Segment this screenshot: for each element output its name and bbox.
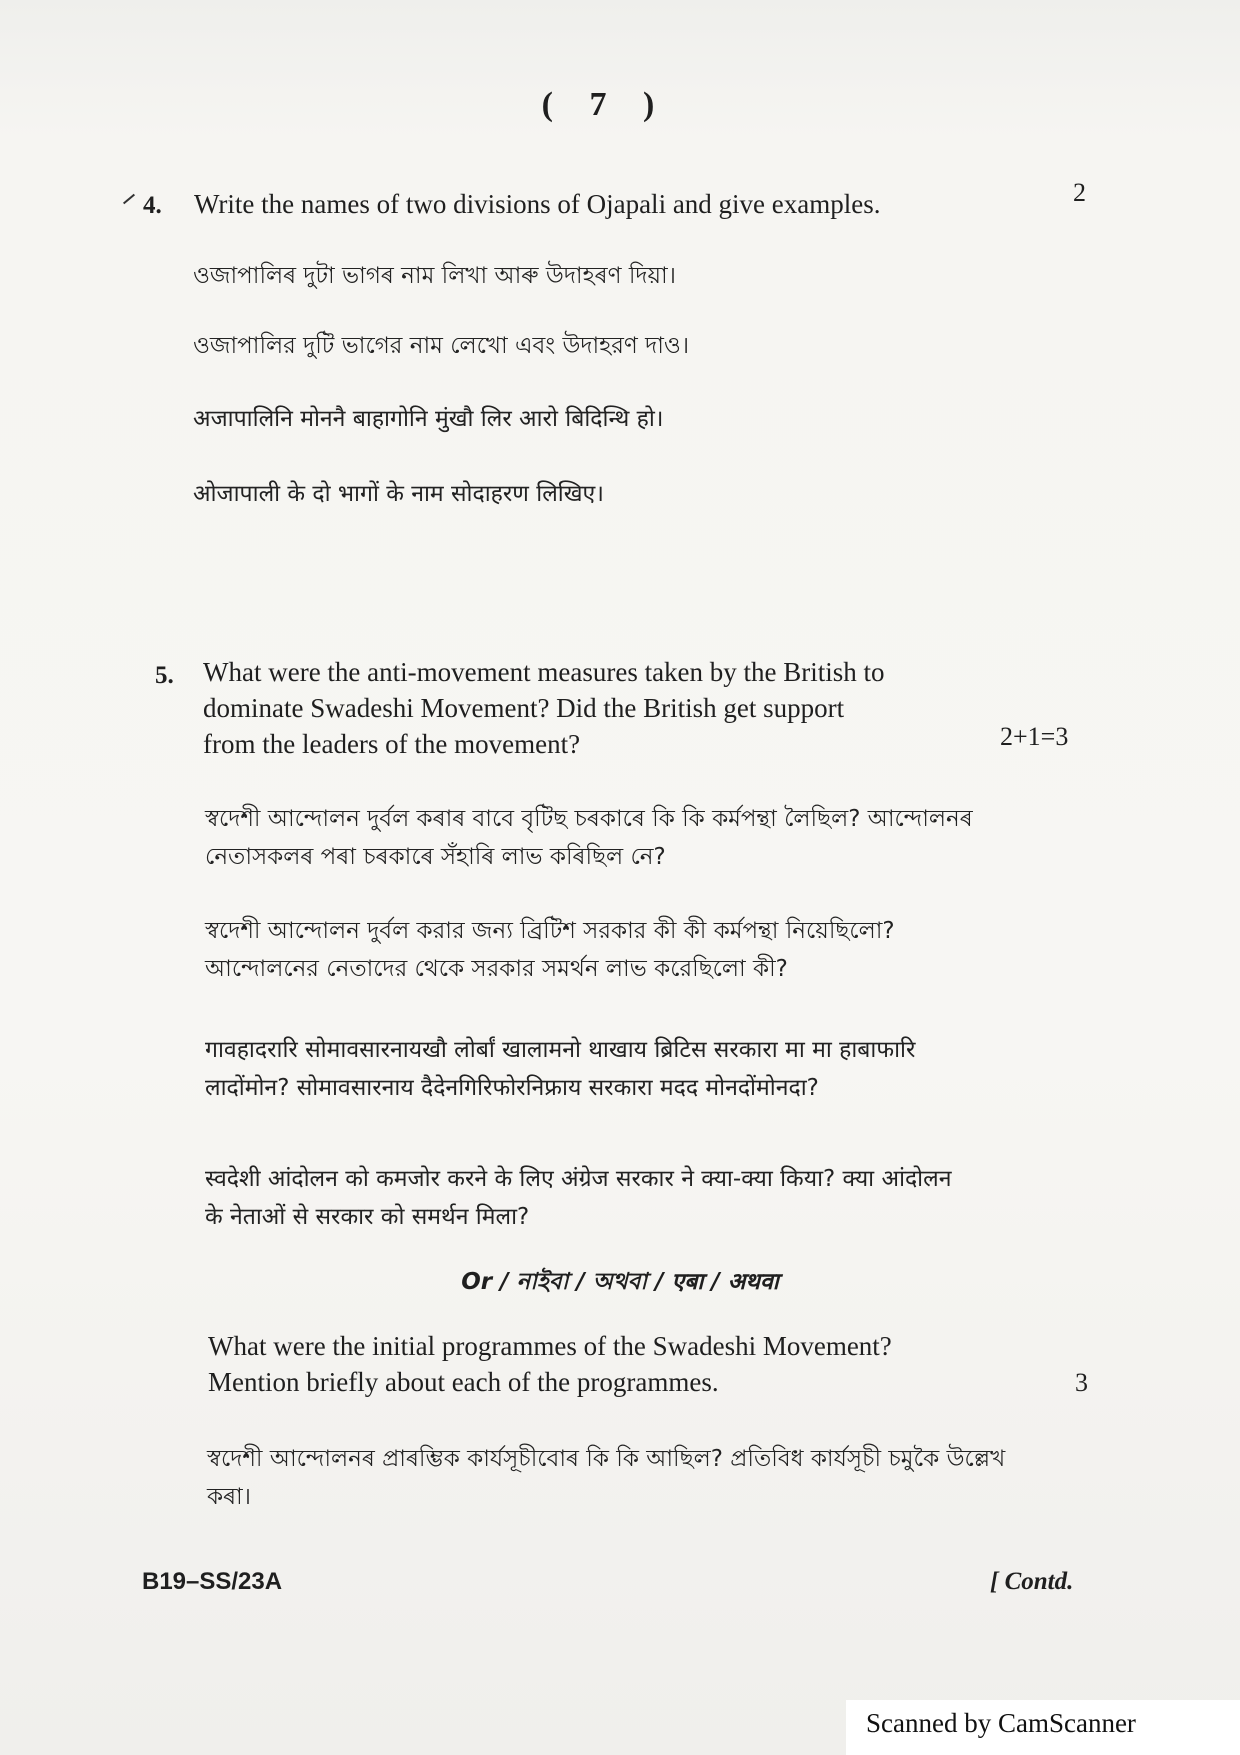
camscanner-watermark: Scanned by CamScanner [866,1708,1136,1738]
question-4-text: Write the names of two divisions of Ojapali and give examples. [194,189,881,219]
question-5-hindi [205,1160,1045,1236]
question-4-assamese: ওজাপালিৰ দুটা ভাগৰ নাম লিখা আৰু উদাহৰণ দিয়া। [193,263,676,289]
pen-mark [123,194,135,205]
question-5-alt-assamese [207,1440,1047,1516]
question-5-line: from the leaders of the movement? [203,729,581,759]
question-4-bodo: अजापालिनि मोननै बाहागोनि मुंखौ लिर आरो बिदिन्थि हो। [193,406,664,432]
question-5-alt-line: Mention briefly about each of the programmes. [208,1367,719,1397]
hindi-line: के नेताओं से सरकार को समर्थन मिला? [205,1204,530,1230]
question-5-marks: 2+1=3 [1000,722,1069,751]
assamese-line: নেতাসকলৰ পৰা চৰকাৰে সঁহাৰি লাভ কৰিছিল নে? [205,844,666,870]
bengali-line: স্বদেশী আন্দোলন দুর্বল করার জন্য ব্রিটিশ সরকার কী কী কর্মপন্থা নিয়েছিলো? [205,918,895,944]
question-4-hindi: ओजापाली के दो भागों के नाम सोदाहरण लिखिए। [193,481,604,507]
question-4-marks: 2 [1073,178,1086,207]
question-5-alt-line: What were the initial programmes of the Swadeshi Movement? [208,1331,892,1361]
assamese-line: স্বদেশী আন্দোলনৰ প্ৰাৰম্ভিক কাৰ্যসূচীবোৰ কি কি আছিল? প্ৰতিবিধ কাৰ্যসূচী চমুকৈ উল্লেখ [207,1446,1006,1472]
bodo-line: लादोंमोन? सोमावसारनाय दैदेनगिरिफोरनिफ्राय सरकारा मदद मोनदोंमोनदा? [205,1075,819,1101]
assamese-line: স্বদেশী আন্দোলন দুৰ্বল কৰাৰ বাবে বৃটিছ চৰকাৰে কি কি কৰ্মপন্থা লৈছিল? আন্দোলনৰ [205,806,973,832]
question-4-bengali: ওজাপালির দুটি ভাগের নাম লেখো এবং উদাহরণ দাও। [193,333,690,359]
paper-code: B19–SS/23A [142,1568,283,1595]
question-5-bodo [205,1031,1045,1107]
or-separator: Or / নাইবা / অথবা / एबा / अथवा [461,1269,779,1295]
question-5-assamese [205,800,1045,876]
question-5-text [203,654,1043,762]
hindi-line: स्वदेशी आंदोलन को कमजोर करने के लिए अंग्रेज सरकार ने क्या-क्या किया? क्या आंदोलन [205,1166,952,1192]
continued-label: [ Contd. [990,1568,1074,1595]
page-number: ( 7 ) [541,86,669,123]
question-5-line: What were the anti-movement measures taken by the British to [203,657,885,687]
bodo-line: गावहादरारि सोमावसारनायखौ लोर्बां खालामनो थाखाय ब्रिटिस सरकारा मा मा हाबाफारि [205,1037,916,1063]
question-5-number: 5. [155,662,174,689]
question-5-line: dominate Swadeshi Movement? Did the British get support [203,693,845,723]
assamese-line: কৰা। [207,1484,251,1510]
question-5-bengali [205,912,1045,988]
question-5-alt-marks: 3 [1075,1368,1088,1397]
bengali-line: আন্দোলনের নেতাদের থেকে সরকার সমর্থন লাভ করেছিলো কী? [205,956,788,982]
question-5-alt-text [208,1328,1048,1400]
question-4-number: 4. [143,192,162,219]
